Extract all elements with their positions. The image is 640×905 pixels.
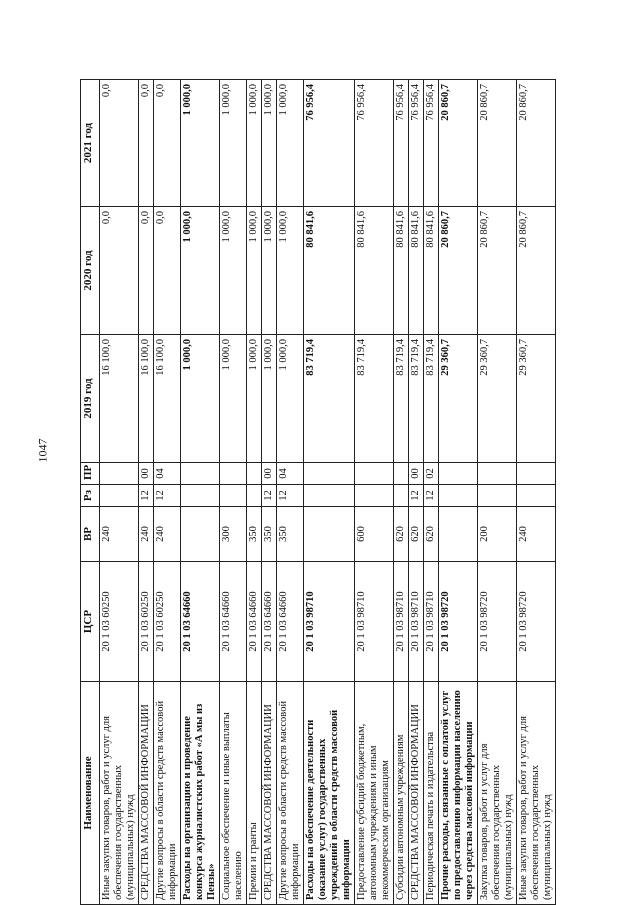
cell-name: Другие вопросы в области средств массовой информации bbox=[277, 682, 304, 905]
cell-y2019: 83 719,4 bbox=[304, 335, 355, 463]
cell-y2021: 1 000,0 bbox=[277, 80, 304, 207]
cell-y2019: 83 719,4 bbox=[394, 335, 409, 463]
cell-rz: 12 bbox=[154, 485, 181, 507]
budget-table bbox=[80, 79, 556, 905]
page-number: 1047 bbox=[35, 438, 50, 463]
cell-pr bbox=[220, 463, 247, 485]
table-row bbox=[247, 80, 262, 905]
header-name: Наименование bbox=[81, 682, 100, 905]
cell-y2021: 0,0 bbox=[154, 80, 181, 207]
cell-pr bbox=[247, 463, 262, 485]
cell-y2019: 1 000,0 bbox=[262, 335, 277, 463]
cell-name: Расходы на обеспечение деятельности (оказание услуг) государственных учреждений в области средств массовой информации bbox=[304, 682, 355, 905]
cell-y2019: 1 000,0 bbox=[220, 335, 247, 463]
header-2020: 2020 год bbox=[81, 207, 100, 335]
table-row bbox=[139, 80, 154, 905]
cell-csr: 20 1 03 98710 bbox=[355, 562, 394, 682]
cell-pr bbox=[394, 463, 409, 485]
cell-csr: 20 1 03 60250 bbox=[139, 562, 154, 682]
cell-y2019: 1 000,0 bbox=[277, 335, 304, 463]
cell-y2020: 0,0 bbox=[139, 207, 154, 335]
cell-rz bbox=[304, 485, 355, 507]
table-row bbox=[478, 80, 517, 905]
table-row bbox=[220, 80, 247, 905]
cell-csr: 20 1 03 60250 bbox=[154, 562, 181, 682]
cell-vr: 600 bbox=[355, 507, 394, 562]
table-row bbox=[517, 80, 556, 905]
cell-csr: 20 1 03 64660 bbox=[262, 562, 277, 682]
cell-name: Социальное обеспечение и иные выплаты населению bbox=[220, 682, 247, 905]
cell-name: Расходы на организацию и проведение конкурса журналистских работ «А мы из Пензы» bbox=[181, 682, 220, 905]
cell-csr: 20 1 03 60250 bbox=[100, 562, 139, 682]
cell-csr: 20 1 03 64660 bbox=[181, 562, 220, 682]
cell-y2019: 1 000,0 bbox=[247, 335, 262, 463]
cell-name: Предоставление субсидий бюджетным, автономным учреждениям и иным некоммерческим организациям bbox=[355, 682, 394, 905]
cell-pr: 00 bbox=[409, 463, 424, 485]
cell-csr: 20 1 03 98710 bbox=[304, 562, 355, 682]
cell-y2020: 20 860,7 bbox=[439, 207, 478, 335]
table-row bbox=[262, 80, 277, 905]
cell-y2021: 76 956,4 bbox=[304, 80, 355, 207]
table-row bbox=[355, 80, 394, 905]
cell-vr: 240 bbox=[517, 507, 556, 562]
cell-pr: 00 bbox=[262, 463, 277, 485]
cell-y2021: 0,0 bbox=[100, 80, 139, 207]
table-row bbox=[424, 80, 439, 905]
cell-name: СРЕДСТВА МАССОВОЙ ИНФОРМАЦИИ bbox=[262, 682, 277, 905]
cell-y2019: 83 719,4 bbox=[424, 335, 439, 463]
cell-y2020: 80 841,6 bbox=[304, 207, 355, 335]
cell-vr: 200 bbox=[478, 507, 517, 562]
cell-pr bbox=[355, 463, 394, 485]
cell-y2021: 1 000,0 bbox=[247, 80, 262, 207]
cell-vr: 350 bbox=[247, 507, 262, 562]
cell-name: Закупка товаров, работ и услуг для обеспечения государственных (муниципальных) нужд bbox=[478, 682, 517, 905]
cell-csr: 20 1 03 64660 bbox=[220, 562, 247, 682]
cell-y2021: 76 956,4 bbox=[409, 80, 424, 207]
cell-csr: 20 1 03 98710 bbox=[424, 562, 439, 682]
header-rz: Рз bbox=[81, 485, 100, 507]
cell-name: Периодическая печать и издательства bbox=[424, 682, 439, 905]
header-vr: ВР bbox=[81, 507, 100, 562]
cell-vr: 300 bbox=[220, 507, 247, 562]
cell-y2020: 1 000,0 bbox=[220, 207, 247, 335]
cell-y2021: 76 956,4 bbox=[424, 80, 439, 207]
table-row bbox=[154, 80, 181, 905]
cell-y2020: 20 860,7 bbox=[478, 207, 517, 335]
cell-y2020: 1 000,0 bbox=[262, 207, 277, 335]
cell-vr: 620 bbox=[409, 507, 424, 562]
cell-csr: 20 1 03 98710 bbox=[409, 562, 424, 682]
header-row bbox=[81, 80, 100, 905]
cell-y2020: 1 000,0 bbox=[181, 207, 220, 335]
cell-pr bbox=[181, 463, 220, 485]
cell-pr: 04 bbox=[277, 463, 304, 485]
cell-y2021: 1 000,0 bbox=[262, 80, 277, 207]
cell-y2021: 20 860,7 bbox=[439, 80, 478, 207]
cell-rz: 12 bbox=[262, 485, 277, 507]
cell-y2020: 20 860,7 bbox=[517, 207, 556, 335]
cell-y2019: 83 719,4 bbox=[355, 335, 394, 463]
cell-vr: 240 bbox=[139, 507, 154, 562]
header-pr: ПР bbox=[81, 463, 100, 485]
cell-y2021: 20 860,7 bbox=[478, 80, 517, 207]
cell-rz bbox=[355, 485, 394, 507]
cell-vr: 620 bbox=[394, 507, 409, 562]
cell-y2021: 1 000,0 bbox=[220, 80, 247, 207]
cell-rz bbox=[181, 485, 220, 507]
table-row bbox=[181, 80, 220, 905]
cell-csr: 20 1 03 98720 bbox=[517, 562, 556, 682]
header-2019: 2019 год bbox=[81, 335, 100, 463]
cell-vr bbox=[304, 507, 355, 562]
cell-name: Прочие расходы, связанные с оплатой услуг по предоставлению информации населению через средства массовой информации bbox=[439, 682, 478, 905]
cell-y2020: 1 000,0 bbox=[277, 207, 304, 335]
cell-y2020: 1 000,0 bbox=[247, 207, 262, 335]
table-row bbox=[277, 80, 304, 905]
cell-y2021: 76 956,4 bbox=[394, 80, 409, 207]
cell-rz bbox=[394, 485, 409, 507]
cell-rz bbox=[478, 485, 517, 507]
cell-name: Иные закупки товаров, работ и услуг для обеспечения государственных (муниципальных) нужд bbox=[100, 682, 139, 905]
cell-pr: 00 bbox=[139, 463, 154, 485]
cell-rz: 12 bbox=[139, 485, 154, 507]
cell-rz bbox=[220, 485, 247, 507]
cell-y2019: 16 100,0 bbox=[100, 335, 139, 463]
cell-y2019: 16 100,0 bbox=[139, 335, 154, 463]
cell-rz bbox=[439, 485, 478, 507]
cell-pr: 02 bbox=[424, 463, 439, 485]
table-row bbox=[409, 80, 424, 905]
cell-rz: 12 bbox=[277, 485, 304, 507]
cell-rz bbox=[247, 485, 262, 507]
cell-vr: 620 bbox=[424, 507, 439, 562]
cell-y2020: 80 841,6 bbox=[394, 207, 409, 335]
cell-csr: 20 1 03 98710 bbox=[394, 562, 409, 682]
cell-pr bbox=[100, 463, 139, 485]
cell-pr: 04 bbox=[154, 463, 181, 485]
cell-y2020: 0,0 bbox=[154, 207, 181, 335]
cell-y2019: 1 000,0 bbox=[181, 335, 220, 463]
cell-rz bbox=[517, 485, 556, 507]
cell-y2019: 83 719,4 bbox=[409, 335, 424, 463]
cell-name: СРЕДСТВА МАССОВОЙ ИНФОРМАЦИИ bbox=[409, 682, 424, 905]
cell-vr: 350 bbox=[277, 507, 304, 562]
cell-vr: 350 bbox=[262, 507, 277, 562]
table-row bbox=[394, 80, 409, 905]
cell-vr: 240 bbox=[154, 507, 181, 562]
cell-name: СРЕДСТВА МАССОВОЙ ИНФОРМАЦИИ bbox=[139, 682, 154, 905]
cell-vr: 240 bbox=[100, 507, 139, 562]
cell-y2020: 80 841,6 bbox=[409, 207, 424, 335]
cell-y2021: 0,0 bbox=[139, 80, 154, 207]
cell-y2020: 80 841,6 bbox=[424, 207, 439, 335]
cell-y2019: 29 360,7 bbox=[439, 335, 478, 463]
cell-pr bbox=[304, 463, 355, 485]
table-row bbox=[304, 80, 355, 905]
cell-csr: 20 1 03 98720 bbox=[439, 562, 478, 682]
table-row bbox=[100, 80, 139, 905]
cell-y2021: 76 956,4 bbox=[355, 80, 394, 207]
cell-name: Иные закупки товаров, работ и услуг для обеспечения государственных (муниципальных) нужд bbox=[517, 682, 556, 905]
cell-y2020: 0,0 bbox=[100, 207, 139, 335]
cell-rz: 12 bbox=[409, 485, 424, 507]
cell-csr: 20 1 03 98720 bbox=[478, 562, 517, 682]
cell-name: Премии и гранты bbox=[247, 682, 262, 905]
table-row bbox=[439, 80, 478, 905]
cell-pr bbox=[517, 463, 556, 485]
cell-y2019: 16 100,0 bbox=[154, 335, 181, 463]
cell-vr bbox=[439, 507, 478, 562]
cell-name: Другие вопросы в области средств массовой информации bbox=[154, 682, 181, 905]
cell-csr: 20 1 03 64660 bbox=[247, 562, 262, 682]
cell-rz bbox=[100, 485, 139, 507]
budget-table-container bbox=[80, 80, 570, 905]
header-csr: ЦСР bbox=[81, 562, 100, 682]
header-2021: 2021 год bbox=[81, 80, 100, 207]
cell-y2019: 29 360,7 bbox=[478, 335, 517, 463]
cell-pr bbox=[478, 463, 517, 485]
table-body bbox=[100, 80, 556, 905]
cell-y2021: 20 860,7 bbox=[517, 80, 556, 207]
cell-name: Субсидии автономным учреждениям bbox=[394, 682, 409, 905]
cell-y2019: 29 360,7 bbox=[517, 335, 556, 463]
cell-pr bbox=[439, 463, 478, 485]
cell-y2021: 1 000,0 bbox=[181, 80, 220, 207]
cell-y2020: 80 841,6 bbox=[355, 207, 394, 335]
cell-rz: 12 bbox=[424, 485, 439, 507]
cell-csr: 20 1 03 64660 bbox=[277, 562, 304, 682]
cell-vr bbox=[181, 507, 220, 562]
